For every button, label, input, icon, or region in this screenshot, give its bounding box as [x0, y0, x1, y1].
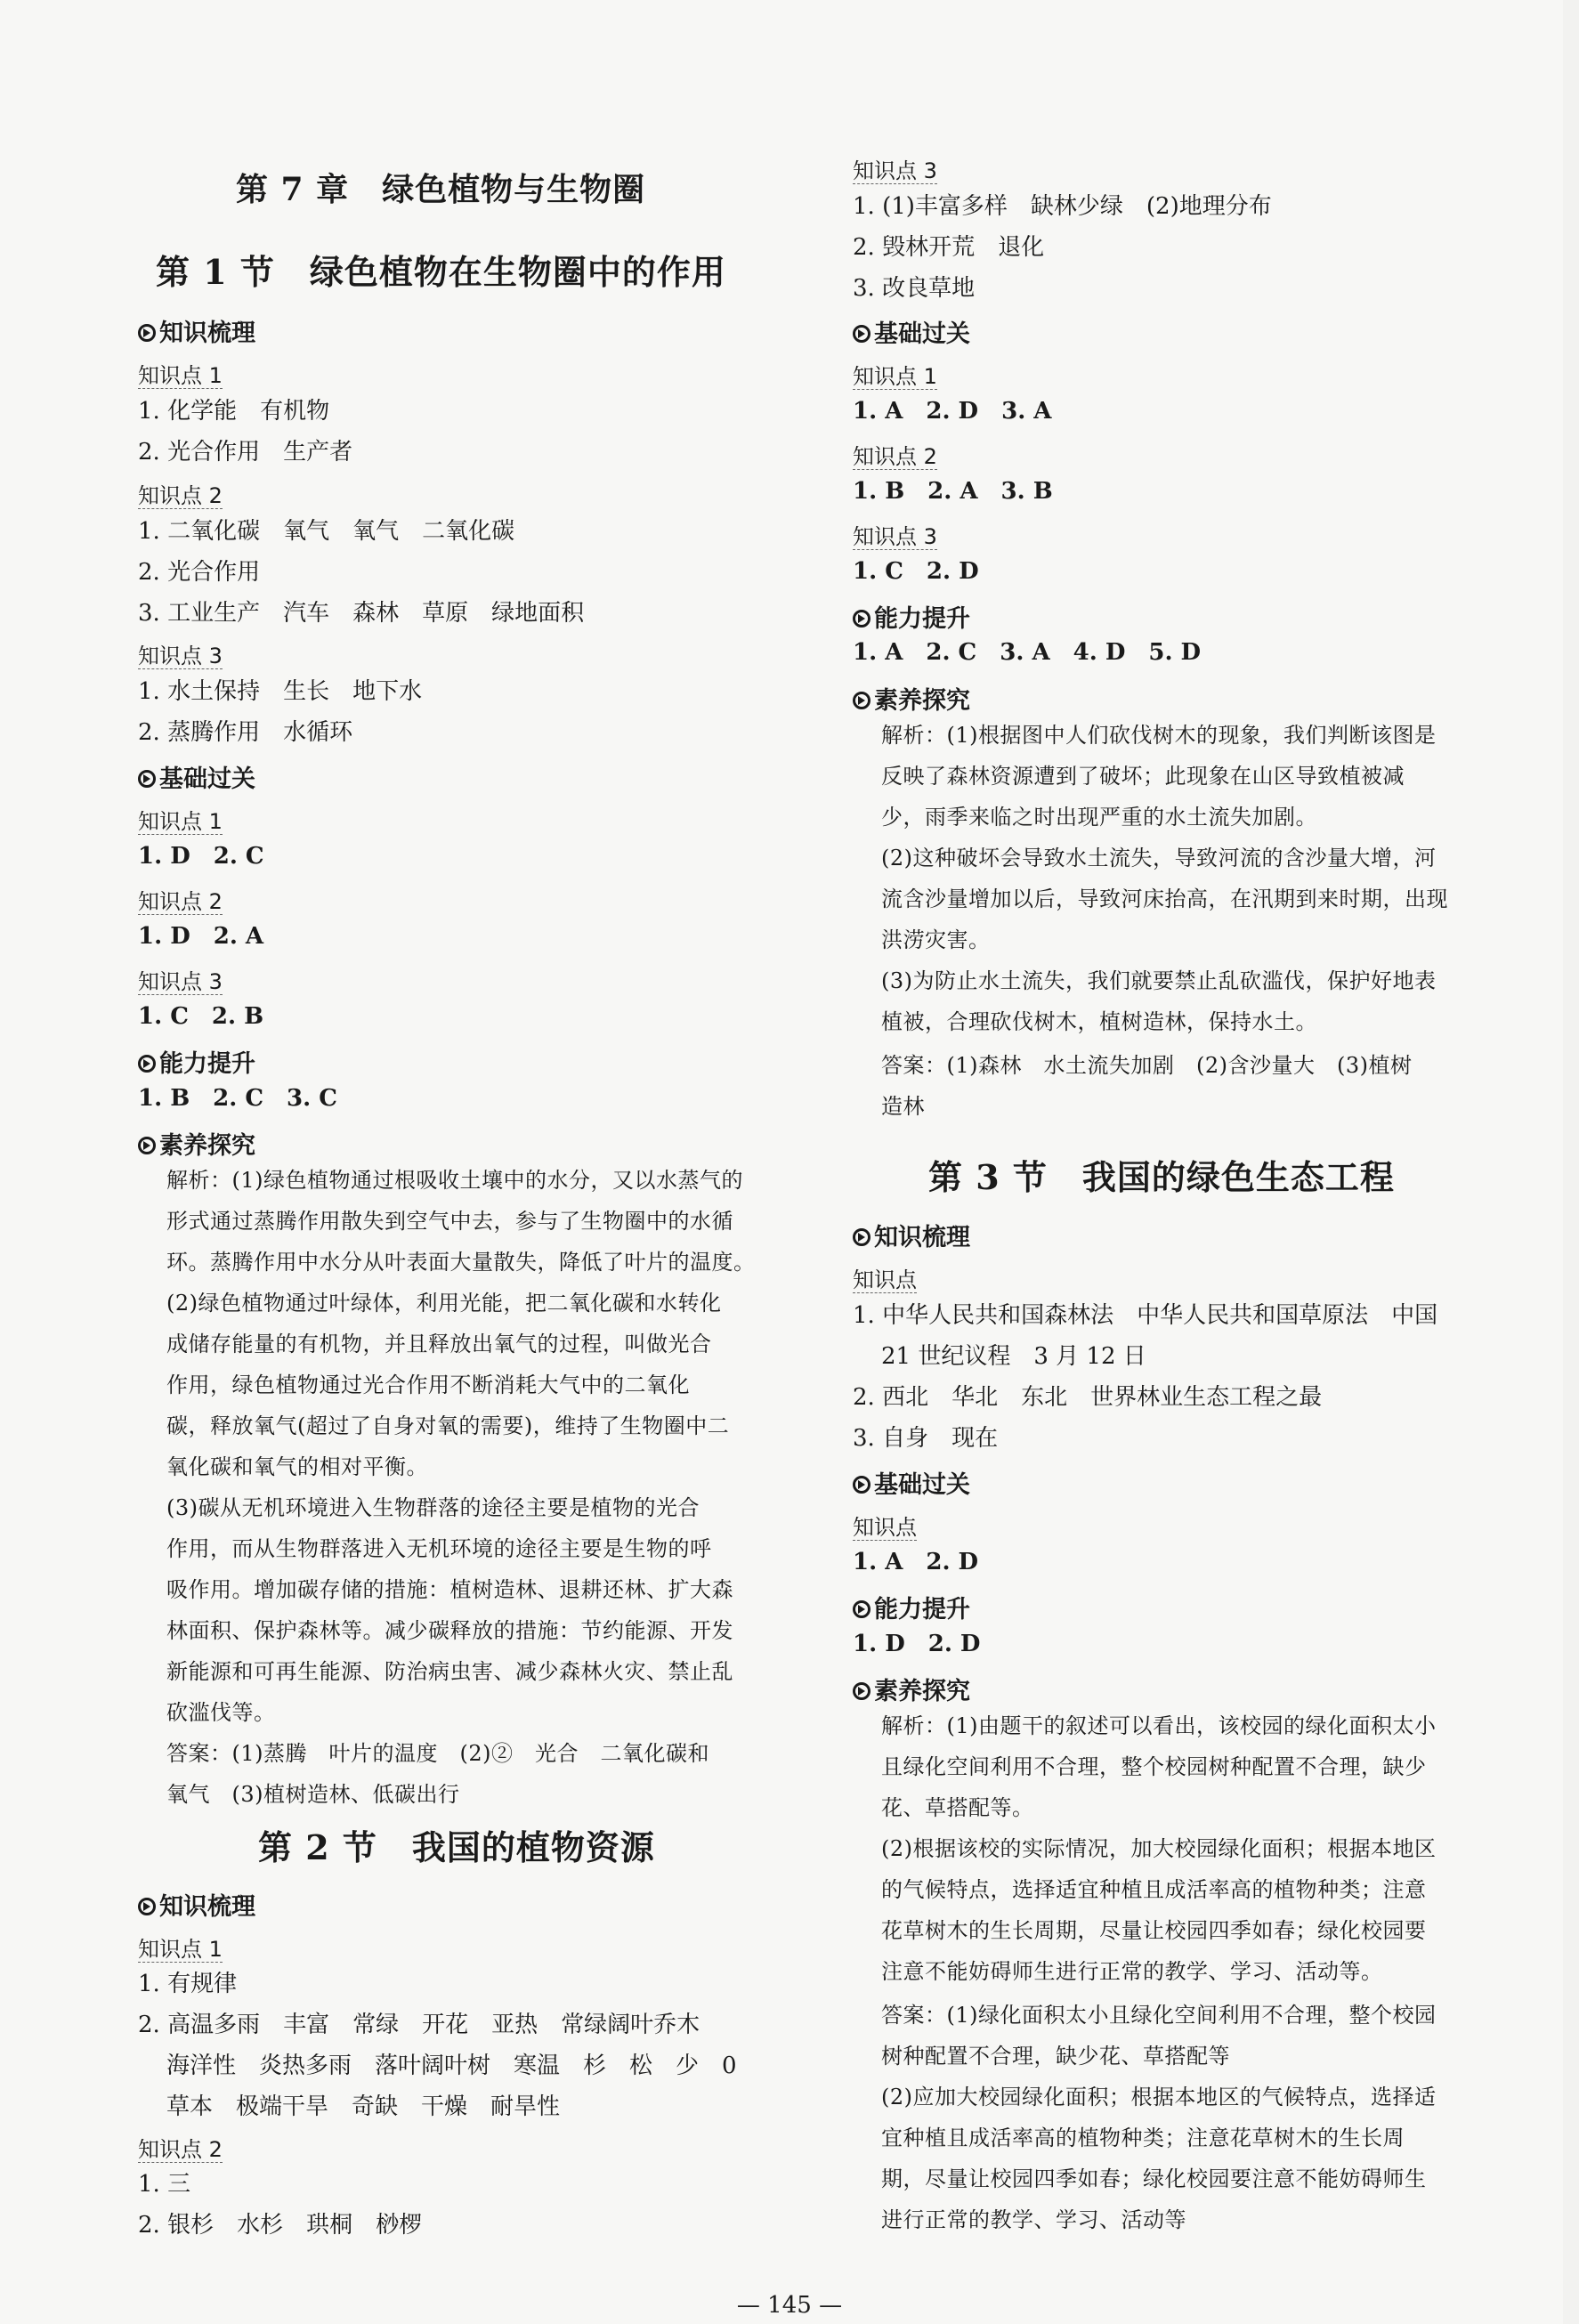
- s1-analysis-line: 解析：(1)绿色植物通过根吸收土壤中的水分，又以水蒸气的: [166, 1168, 743, 1193]
- s2-kp2-label: 知识点 2: [138, 2137, 223, 2162]
- s3-answer-line: 树种配置不合理，缺少花、草搭配等: [881, 2044, 1230, 2069]
- s2-analysis-line: 流含沙量增加以后，导致河床抬高，在汛期到来时期，出现: [881, 887, 1448, 911]
- s3-ability-header: 能力提升: [853, 1590, 970, 1624]
- s3-analysis-line: 解析：(1)由题干的叙述可以看出，该校园的绿化面积太小: [881, 1713, 1437, 1738]
- s1-basic-header: 基础过关: [138, 759, 255, 794]
- s1-kp1-label: 知识点 1: [138, 363, 223, 388]
- s1-analysis-line: 吸作用。增加碳存储的措施：植树造林、退耕还林、扩大森: [166, 1577, 733, 1602]
- s1-kp1-line: 1. 化学能 有机物: [138, 398, 330, 425]
- s2-ability-header: 能力提升: [853, 599, 970, 634]
- play-circle-icon: [138, 1055, 156, 1073]
- s1-knowledge-header: 知识梳理: [138, 313, 255, 348]
- s1-answer-line: 答案：(1)蒸腾 叶片的温度 (2)② 光合 二氧化碳和: [166, 1741, 709, 1766]
- s1-ability-answers: 1. B 2. C 3. C: [138, 1085, 337, 1112]
- s2-b3-label: 知识点 3: [853, 524, 937, 549]
- s1-literacy-header: 素养探究: [138, 1126, 255, 1161]
- s2-analysis-line: 植被，合理砍伐树木，植树造林，保持水土。: [881, 1009, 1317, 1034]
- s3-kp-line: 2. 西北 华北 东北 世界林业生态工程之最: [853, 1384, 1323, 1411]
- s3-analysis-line: 且绿化空间利用不合理，整个校园树种配置不合理，缺少: [881, 1754, 1427, 1779]
- s2-kp3-line: 1. (1)丰富多样 缺林少绿 (2)地理分布: [853, 193, 1272, 220]
- s2-analysis-line: 少，雨季来临之时出现严重的水土流失加剧。: [881, 805, 1317, 830]
- s3-basic-header: 基础过关: [853, 1465, 970, 1500]
- play-circle-icon: [138, 770, 156, 788]
- s3-analysis-line: 的气候特点，选择适宜种植且成活率高的植物种类；注意: [881, 1877, 1427, 1902]
- s1-analysis-line: (3)碳从无机环境进入生物群落的途径主要是植物的光合: [166, 1495, 700, 1520]
- s2-analysis-line: 反映了森林资源遭到了破坏；此现象在山区导致植被减: [881, 764, 1405, 789]
- s3-analysis-line: 花草树木的生长周期，尽量让校园四季如春；绿化校园要: [881, 1918, 1427, 1943]
- s1-kp3-line: 1. 水土保持 生长 地下水: [138, 678, 423, 705]
- s1-analysis-line: 作用，绿色植物通过光合作用不断消耗大气中的二氧化: [166, 1373, 690, 1397]
- s1-analysis-line: 林面积、保护森林等。减少碳释放的措施：节约能源、开发: [166, 1618, 733, 1643]
- chapter-title: 第 7 章 绿色植物与生物圈: [236, 171, 646, 208]
- s3-answer-line: (2)应加大校园绿化面积；根据本地区的气候特点，选择适: [881, 2085, 1437, 2109]
- s2-kp1-line: 2. 高温多雨 丰富 常绿 开花 亚热 常绿阔叶乔木: [138, 2012, 700, 2038]
- s1-kp1-line: 2. 光合作用 生产者: [138, 439, 353, 466]
- s2-answer-line: 造林: [881, 1094, 925, 1119]
- s2-kp2-line: 2. 银杉 水杉 珙桐 桫椤: [138, 2212, 423, 2239]
- s1-kp3-label: 知识点 3: [138, 644, 223, 668]
- s1-analysis-line: 砍滥伐等。: [166, 1700, 276, 1725]
- play-circle-icon: [853, 1476, 870, 1494]
- s3-kp-line: 3. 自身 现在: [853, 1425, 999, 1452]
- s2-knowledge-header: 知识梳理: [138, 1887, 255, 1922]
- s2-kp2-line: 1. 三: [138, 2171, 191, 2198]
- play-circle-icon: [853, 692, 870, 709]
- play-circle-icon: [853, 610, 870, 628]
- s1-kp2-line: 1. 二氧化碳 氧气 氧气 二氧化碳: [138, 518, 515, 545]
- s2-kp3-line: 3. 改良草地: [853, 275, 976, 302]
- s2-kp1-label: 知识点 1: [138, 1937, 223, 1962]
- s3-answer-line: 期，尽量让校园四季如春；绿化校园要注意不能妨碍师生: [881, 2166, 1427, 2191]
- s2-answer-line: 答案：(1)森林 水土流失加剧 (2)含沙量大 (3)植树: [881, 1053, 1413, 1078]
- s2-b3-answers: 1. C 2. D: [853, 558, 979, 585]
- s3-kp-label: 知识点: [853, 1267, 917, 1292]
- play-circle-icon: [138, 1898, 156, 1915]
- play-circle-icon: [138, 324, 156, 342]
- s1-kp2-line: 2. 光合作用: [138, 559, 261, 586]
- s3-answer-line: 进行正常的教学、学习、活动等: [881, 2207, 1186, 2232]
- s2-ability-answers: 1. A 2. C 3. A 4. D 5. D: [853, 639, 1202, 666]
- s2-kp1-line: 1. 有规律: [138, 1971, 238, 1997]
- s1-answer-line: 氧气 (3)植树造林、低碳出行: [166, 1782, 460, 1807]
- s1-analysis-line: 碳，释放氧气(超过了自身对氧的需要)，维持了生物圈中二: [166, 1413, 730, 1438]
- s1-analysis-line: (2)绿色植物通过叶绿体，利用光能，把二氧化碳和水转化: [166, 1291, 722, 1316]
- s2-kp1-line: 草本 极端干旱 奇缺 干燥 耐旱性: [166, 2093, 561, 2120]
- s2-analysis-line: 解析：(1)根据图中人们砍伐树木的现象，我们判断该图是: [881, 723, 1437, 748]
- s3-analysis-line: 注意不能妨碍师生进行正常的教学、学习、活动等。: [881, 1959, 1383, 1984]
- s1-analysis-line: 环。蒸腾作用中水分从叶表面大量散失，降低了叶片的温度。: [166, 1250, 756, 1275]
- s2-analysis-line: 洪涝灾害。: [881, 927, 991, 952]
- s1-b1-answers: 1. D 2. C: [138, 843, 264, 870]
- s1-b3-label: 知识点 3: [138, 969, 223, 994]
- play-circle-icon: [138, 1137, 156, 1154]
- s1-kp3-line: 2. 蒸腾作用 水循环: [138, 719, 353, 746]
- s3-analysis-line: (2)根据该校的实际情况，加大校园绿化面积；根据本地区: [881, 1836, 1437, 1861]
- s3-literacy-header: 素养探究: [853, 1672, 970, 1706]
- s3-knowledge-header: 知识梳理: [853, 1218, 970, 1252]
- s1-kp2-label: 知识点 2: [138, 483, 223, 508]
- play-circle-icon: [853, 325, 870, 343]
- section-1-title: 第 1 节 绿色植物在生物圈中的作用: [156, 252, 726, 292]
- page-edge: [1563, 0, 1579, 2324]
- s1-kp2-line: 3. 工业生产 汽车 森林 草原 绿地面积: [138, 600, 585, 627]
- s2-kp3-line: 2. 毁林开荒 退化: [853, 234, 1045, 261]
- s1-analysis-line: 作用，而从生物群落进入无机环境的途径主要是生物的呼: [166, 1536, 712, 1561]
- s3-kp-line: 1. 中华人民共和国森林法 中华人民共和国草原法 中国: [853, 1302, 1438, 1329]
- s2-b1-label: 知识点 1: [853, 364, 937, 389]
- s2-b2-answers: 1. B 2. A 3. B: [853, 478, 1053, 505]
- s1-analysis-line: 新能源和可再生能源、防治病虫害、减少森林火灾、禁止乱: [166, 1659, 733, 1684]
- play-circle-icon: [853, 1600, 870, 1618]
- s3-b-label: 知识点: [853, 1515, 917, 1540]
- s3-b-answers: 1. A 2. D: [853, 1549, 979, 1575]
- s2-basic-header: 基础过关: [853, 314, 970, 349]
- s3-answer-line: 宜种植且成活率高的植物种类；注意花草树木的生长周: [881, 2126, 1405, 2150]
- s2-analysis-line: (3)为防止水土流失，我们就要禁止乱砍滥伐，保护好地表: [881, 968, 1437, 993]
- s1-b2-label: 知识点 2: [138, 889, 223, 914]
- s1-analysis-line: 成储存能量的有机物，并且释放出氧气的过程，叫做光合: [166, 1332, 712, 1356]
- section-3-title: 第 3 节 我国的绿色生态工程: [928, 1157, 1395, 1197]
- s2-literacy-header: 素养探究: [853, 681, 970, 716]
- s2-analysis-line: (2)这种破坏会导致水土流失，导致河流的含沙量大增，河: [881, 846, 1437, 870]
- s2-kp3-label: 知识点 3: [853, 158, 937, 183]
- s1-ability-header: 能力提升: [138, 1044, 255, 1079]
- s2-b1-answers: 1. A 2. D 3. A: [853, 398, 1052, 425]
- play-circle-icon: [853, 1228, 870, 1246]
- s3-ability-answers: 1. D 2. D: [853, 1631, 981, 1657]
- s1-analysis-line: 形式通过蒸腾作用散失到空气中去，参与了生物圈中的水循: [166, 1209, 733, 1234]
- s3-answer-line: 答案：(1)绿化面积太小且绿化空间利用不合理，整个校园: [881, 2003, 1437, 2028]
- page-number: — 145 —: [736, 2292, 843, 2319]
- s1-analysis-line: 氧化碳和氧气的相对平衡。: [166, 1454, 428, 1479]
- s1-b2-answers: 1. D 2. A: [138, 923, 264, 950]
- s1-b3-answers: 1. C 2. B: [138, 1003, 264, 1030]
- play-circle-icon: [853, 1682, 870, 1700]
- s2-b2-label: 知识点 2: [853, 444, 937, 469]
- s3-analysis-line: 花、草搭配等。: [881, 1795, 1034, 1820]
- s2-kp1-line: 海洋性 炎热多雨 落叶阔叶树 寒温 杉 松 少 0: [166, 2053, 737, 2079]
- s1-b1-label: 知识点 1: [138, 809, 223, 834]
- section-2-title: 第 2 节 我国的植物资源: [258, 1827, 655, 1867]
- s3-kp-line: 21 世纪议程 3 月 12 日: [881, 1343, 1146, 1370]
